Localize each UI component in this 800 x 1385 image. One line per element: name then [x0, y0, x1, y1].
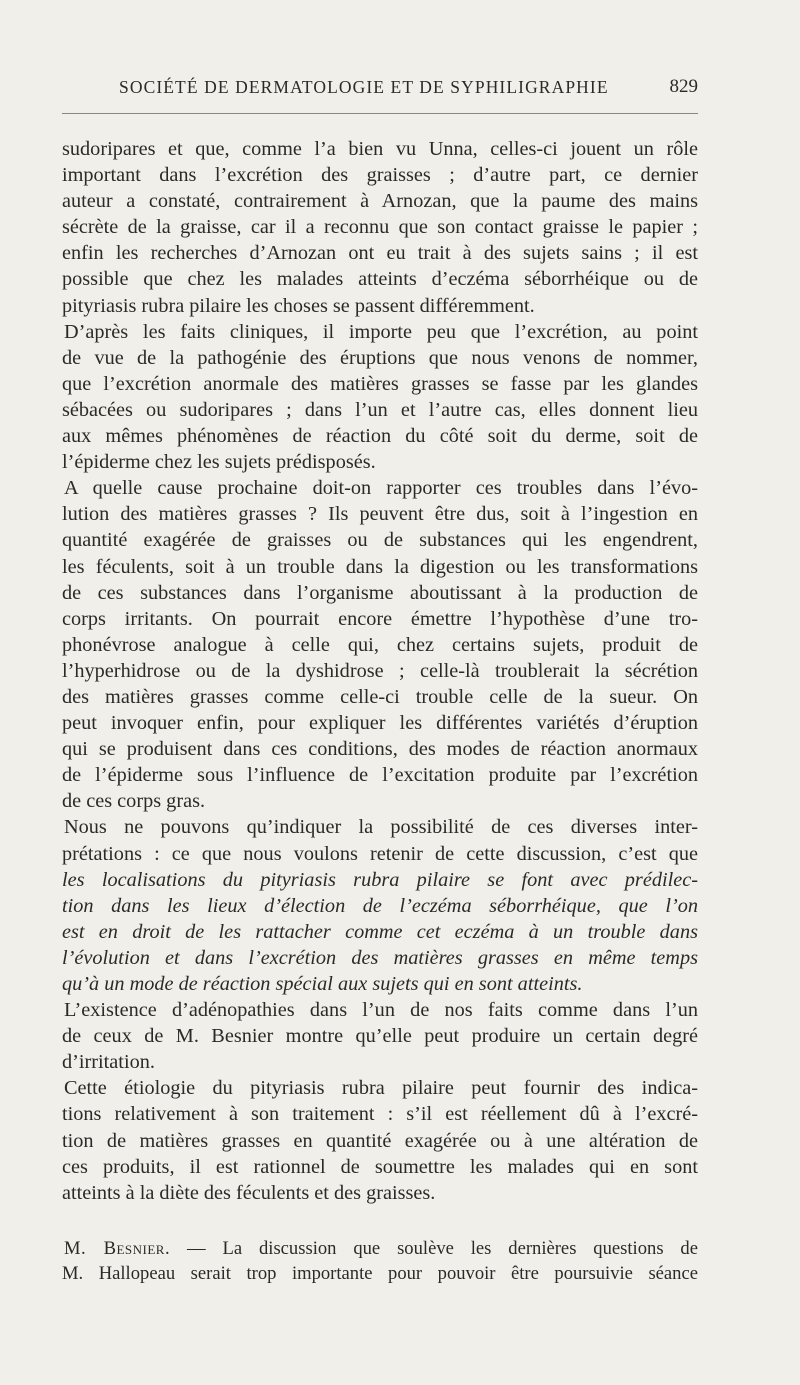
text-line-italic: l’évolution et dans l’excrétion des matières grasses en même temps: [62, 946, 698, 969]
text-line: qui se produisent dans ces conditions, des modes de réaction anormaux: [62, 738, 698, 761]
text-line: des matières grasses comme celle-ci trouble celle de la sueur. On: [62, 685, 698, 708]
text-line: de ces substances dans l’organisme aboutissant à la production de: [62, 581, 698, 604]
text-line-italic: qu’à un mode de réaction spécial aux sujets qui en sont atteints.: [62, 973, 583, 995]
text-line: peut invoquer enfin, pour expliquer les différentes variétés d’éruption: [62, 712, 698, 735]
text-line: de ces corps gras.: [62, 790, 206, 813]
text-line: corps irritants. On pourrait encore émettre l’hypothèse d’une tro-: [62, 607, 698, 630]
text-line-italic: est en droit de les rattacher comme cet eczéma à un trouble dans: [62, 920, 698, 943]
text-line-italic: les localisations du pityriasis rubra pilaire se font avec prédilec-: [62, 868, 698, 891]
text-line: auteur a constaté, contrairement à Arnozan, que la paume des mains: [62, 190, 698, 213]
speaker-name: M. Besnier.: [64, 1238, 171, 1259]
text-line: Cette étiologie du pityriasis rubra pilaire peut fournir des indica-: [64, 1077, 698, 1100]
text-line: Nous ne pouvons qu’indiquer la possibilité de ces diverses inter-: [64, 816, 698, 839]
text-line: les féculents, soit à un trouble dans la digestion ou les transformations: [62, 555, 698, 578]
discussion-paragraph: [62, 1236, 698, 1286]
header-rule: [62, 113, 698, 114]
discussion-line: M. Hallopeau serait trop importante pour pouvoir être poursuivie séance: [62, 1263, 698, 1284]
text-line: prétations : ce que nous voulons retenir de cette discussion, c’est que: [62, 842, 698, 865]
header-title: SOCIÉTÉ DE DERMATOLOGIE ET DE SYPHILIGRAPHIE: [119, 77, 609, 97]
text-line: important dans l’excrétion des graisses ; d’autre part, ce dernier: [62, 164, 698, 187]
text-line: lution des matières grasses ? Ils peuvent être dus, soit à l’ingestion en: [62, 503, 698, 526]
text-line: aux mêmes phénomènes de réaction du côté soit du derme, soit de: [62, 425, 698, 448]
text-line: A quelle cause prochaine doit-on rapporter ces troubles dans l’évo-: [64, 477, 698, 500]
text-line-italic: tion dans les lieux d’élection de l’eczéma séborrhéique, que l’on: [62, 894, 698, 917]
text-line: l’hyperhidrose ou de la dyshidrose ; celle-là troublerait la sécrétion: [62, 659, 698, 682]
text-line: L’existence d’adénopathies dans l’un de nos faits comme dans l’un: [64, 999, 698, 1022]
text-line: atteints à la diète des féculents et des graisses.: [62, 1181, 436, 1204]
text-line: sudoripares et que, comme l’a bien vu Unna, celles-ci jouent un rôle: [62, 138, 698, 160]
text-line: ces produits, il est rationnel de soumettre les malades qui en sont: [62, 1155, 698, 1178]
text-line: pityriasis rubra pilaire les choses se passent différemment.: [62, 294, 535, 317]
text-line: de l’épiderme sous l’influence de l’excitation produite par l’excrétion: [62, 764, 698, 787]
text-line: sébacées ou sudoripares ; dans l’un et l’autre cas, elles donnent lieu: [62, 398, 698, 421]
page-number: 829: [669, 76, 698, 97]
discussion-line: [62, 1236, 698, 1261]
text-line: enfin les recherches d’Arnozan ont eu trait à des sujets sains ; il est: [62, 242, 698, 265]
text-line: D’après les faits cliniques, il importe peu que l’excrétion, au point: [64, 320, 698, 343]
text-line: quantité exagérée de graisses ou de substances qui les engendrent,: [62, 529, 698, 552]
text-line: d’irritation.: [62, 1051, 155, 1074]
text-line: tion de matières grasses en quantité exagérée ou à une altération de: [62, 1129, 698, 1152]
discussion-text: — La discussion que soulève les dernières questions de: [170, 1238, 698, 1259]
text-line: de ceux de M. Besnier montre qu’elle peut produire un certain degré: [62, 1025, 698, 1048]
text-line: l’épiderme chez les sujets prédisposés.: [62, 451, 376, 474]
text-line: que l’excrétion anormale des matières grasses se fasse par les glandes: [62, 372, 698, 395]
text-line: possible que chez les malades atteints d’eczéma séborrhéique ou de: [62, 268, 698, 291]
text-line: de vue de la pathogénie des éruptions que nous venons de nommer,: [62, 346, 698, 369]
text-line: tions relativement à son traitement : s’il est réellement dû à l’excré-: [62, 1103, 698, 1126]
text-line: sécrète de la graisse, car il a reconnu que son contact graisse le papier ;: [62, 216, 698, 239]
text-line: phonévrose analogue à celle qui, chez certains sujets, produit de: [62, 633, 698, 656]
body-text: [62, 136, 698, 1206]
